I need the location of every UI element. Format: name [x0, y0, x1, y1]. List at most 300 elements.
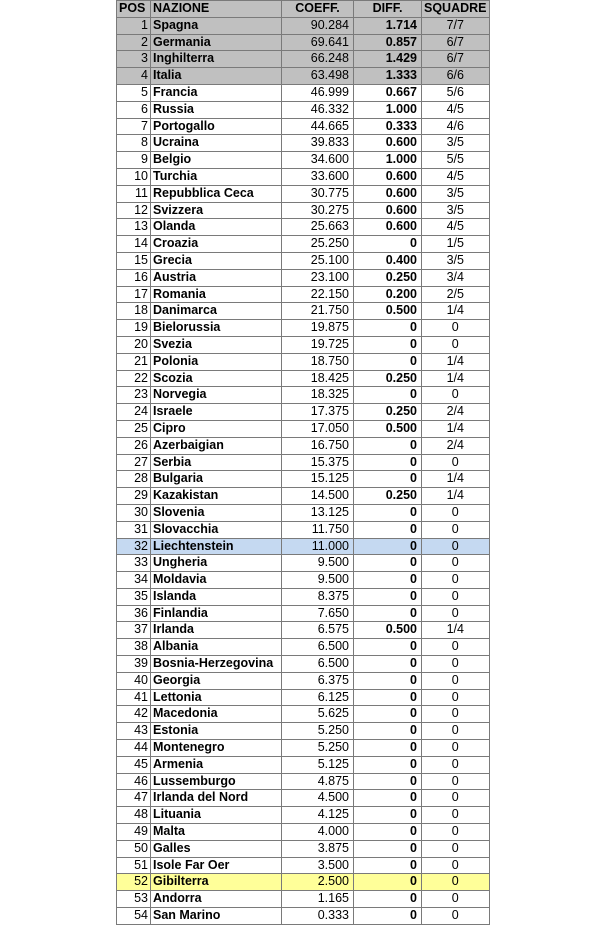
- cell-diff[interactable]: 0: [354, 471, 422, 488]
- cell-coeff[interactable]: 15.125: [282, 471, 354, 488]
- cell-diff[interactable]: 0: [354, 555, 422, 572]
- cell-diff[interactable]: 0.250: [354, 370, 422, 387]
- cell-nazione[interactable]: Albania: [151, 639, 282, 656]
- cell-diff[interactable]: 0.600: [354, 135, 422, 152]
- cell-pos[interactable]: 53: [117, 891, 151, 908]
- cell-nazione[interactable]: Islanda: [151, 588, 282, 605]
- cell-nazione[interactable]: Irlanda del Nord: [151, 790, 282, 807]
- table-row[interactable]: [117, 101, 490, 118]
- cell-nazione[interactable]: Danimarca: [151, 303, 282, 320]
- cell-pos[interactable]: 37: [117, 622, 151, 639]
- cell-squadre[interactable]: 3/5: [422, 202, 490, 219]
- cell-coeff[interactable]: 39.833: [282, 135, 354, 152]
- table-row[interactable]: [117, 152, 490, 169]
- cell-squadre[interactable]: 0: [422, 790, 490, 807]
- cell-diff[interactable]: 0: [354, 706, 422, 723]
- cell-coeff[interactable]: 5.125: [282, 756, 354, 773]
- cell-coeff[interactable]: 15.375: [282, 454, 354, 471]
- cell-pos[interactable]: 45: [117, 756, 151, 773]
- table-row[interactable]: [117, 202, 490, 219]
- cell-squadre[interactable]: 0: [422, 454, 490, 471]
- cell-coeff[interactable]: 9.500: [282, 572, 354, 589]
- table-row[interactable]: [117, 437, 490, 454]
- cell-coeff[interactable]: 17.375: [282, 404, 354, 421]
- cell-coeff[interactable]: 6.575: [282, 622, 354, 639]
- table-row[interactable]: [117, 471, 490, 488]
- cell-pos[interactable]: 12: [117, 202, 151, 219]
- cell-squadre[interactable]: 0: [422, 572, 490, 589]
- cell-diff[interactable]: 0: [354, 437, 422, 454]
- cell-nazione[interactable]: Belgio: [151, 152, 282, 169]
- cell-diff[interactable]: 0.250: [354, 269, 422, 286]
- cell-diff[interactable]: 0.500: [354, 420, 422, 437]
- cell-diff[interactable]: 0: [354, 320, 422, 337]
- cell-nazione[interactable]: Bulgaria: [151, 471, 282, 488]
- cell-coeff[interactable]: 63.498: [282, 68, 354, 85]
- table-row[interactable]: [117, 185, 490, 202]
- cell-pos[interactable]: 27: [117, 454, 151, 471]
- table-row[interactable]: [117, 353, 490, 370]
- table-row[interactable]: [117, 572, 490, 589]
- cell-pos[interactable]: 31: [117, 521, 151, 538]
- cell-coeff[interactable]: 66.248: [282, 51, 354, 68]
- cell-pos[interactable]: 51: [117, 857, 151, 874]
- table-row[interactable]: [117, 723, 490, 740]
- cell-coeff[interactable]: 6.375: [282, 672, 354, 689]
- cell-diff[interactable]: 0: [354, 521, 422, 538]
- cell-squadre[interactable]: 1/4: [422, 622, 490, 639]
- cell-diff[interactable]: 0.250: [354, 488, 422, 505]
- cell-coeff[interactable]: 18.325: [282, 387, 354, 404]
- cell-nazione[interactable]: Croazia: [151, 236, 282, 253]
- cell-pos[interactable]: 50: [117, 840, 151, 857]
- table-row[interactable]: [117, 219, 490, 236]
- cell-diff[interactable]: 1.000: [354, 101, 422, 118]
- table-row[interactable]: [117, 756, 490, 773]
- cell-diff[interactable]: 1.714: [354, 17, 422, 34]
- table-row[interactable]: [117, 588, 490, 605]
- table-row[interactable]: [117, 420, 490, 437]
- cell-coeff[interactable]: 25.250: [282, 236, 354, 253]
- table-row[interactable]: [117, 51, 490, 68]
- table-row[interactable]: [117, 605, 490, 622]
- cell-squadre[interactable]: 0: [422, 555, 490, 572]
- table-row[interactable]: [117, 118, 490, 135]
- cell-squadre[interactable]: 0: [422, 656, 490, 673]
- cell-nazione[interactable]: Olanda: [151, 219, 282, 236]
- cell-pos[interactable]: 34: [117, 572, 151, 589]
- cell-squadre[interactable]: 1/4: [422, 471, 490, 488]
- cell-pos[interactable]: 48: [117, 807, 151, 824]
- cell-squadre[interactable]: 0: [422, 605, 490, 622]
- cell-squadre[interactable]: 7/7: [422, 17, 490, 34]
- table-row[interactable]: [117, 168, 490, 185]
- cell-pos[interactable]: 8: [117, 135, 151, 152]
- cell-coeff[interactable]: 69.641: [282, 34, 354, 51]
- cell-squadre[interactable]: 0: [422, 756, 490, 773]
- table-row[interactable]: [117, 269, 490, 286]
- cell-squadre[interactable]: 0: [422, 521, 490, 538]
- cell-nazione[interactable]: Serbia: [151, 454, 282, 471]
- cell-squadre[interactable]: 1/4: [422, 353, 490, 370]
- cell-coeff[interactable]: 7.650: [282, 605, 354, 622]
- cell-nazione[interactable]: Germania: [151, 34, 282, 51]
- cell-coeff[interactable]: 4.875: [282, 773, 354, 790]
- cell-pos[interactable]: 40: [117, 672, 151, 689]
- cell-diff[interactable]: 0: [354, 891, 422, 908]
- cell-pos[interactable]: 7: [117, 118, 151, 135]
- cell-coeff[interactable]: 8.375: [282, 588, 354, 605]
- cell-diff[interactable]: 0: [354, 588, 422, 605]
- header-nazione[interactable]: NAZIONE: [151, 1, 282, 18]
- cell-diff[interactable]: 0: [354, 656, 422, 673]
- cell-coeff[interactable]: 3.500: [282, 857, 354, 874]
- cell-diff[interactable]: 0: [354, 857, 422, 874]
- cell-nazione[interactable]: Austria: [151, 269, 282, 286]
- header-coeff[interactable]: COEFF.: [282, 1, 354, 18]
- cell-diff[interactable]: 0: [354, 723, 422, 740]
- cell-pos[interactable]: 11: [117, 185, 151, 202]
- cell-diff[interactable]: 0: [354, 790, 422, 807]
- cell-coeff[interactable]: 13.125: [282, 504, 354, 521]
- header-squadre[interactable]: SQUADRE: [422, 1, 490, 18]
- cell-diff[interactable]: 0: [354, 689, 422, 706]
- cell-nazione[interactable]: Israele: [151, 404, 282, 421]
- cell-diff[interactable]: 0: [354, 353, 422, 370]
- cell-squadre[interactable]: 0: [422, 538, 490, 555]
- cell-pos[interactable]: 5: [117, 84, 151, 101]
- cell-squadre[interactable]: 1/5: [422, 236, 490, 253]
- cell-pos[interactable]: 22: [117, 370, 151, 387]
- cell-squadre[interactable]: 0: [422, 639, 490, 656]
- cell-nazione[interactable]: Georgia: [151, 672, 282, 689]
- cell-nazione[interactable]: Spagna: [151, 17, 282, 34]
- cell-diff[interactable]: 0: [354, 639, 422, 656]
- table-row[interactable]: [117, 286, 490, 303]
- cell-pos[interactable]: 3: [117, 51, 151, 68]
- table-row[interactable]: [117, 672, 490, 689]
- cell-diff[interactable]: 0: [354, 824, 422, 841]
- cell-diff[interactable]: 0.600: [354, 219, 422, 236]
- cell-diff[interactable]: 1.000: [354, 152, 422, 169]
- cell-nazione[interactable]: Inghilterra: [151, 51, 282, 68]
- cell-nazione[interactable]: Lituania: [151, 807, 282, 824]
- cell-diff[interactable]: 0.500: [354, 622, 422, 639]
- cell-pos[interactable]: 15: [117, 252, 151, 269]
- table-row[interactable]: [117, 387, 490, 404]
- cell-coeff[interactable]: 19.875: [282, 320, 354, 337]
- cell-pos[interactable]: 25: [117, 420, 151, 437]
- table-row[interactable]: [117, 336, 490, 353]
- cell-pos[interactable]: 41: [117, 689, 151, 706]
- cell-coeff[interactable]: 14.500: [282, 488, 354, 505]
- cell-pos[interactable]: 36: [117, 605, 151, 622]
- table-row[interactable]: [117, 84, 490, 101]
- cell-squadre[interactable]: 6/7: [422, 51, 490, 68]
- cell-pos[interactable]: 4: [117, 68, 151, 85]
- cell-nazione[interactable]: Malta: [151, 824, 282, 841]
- cell-nazione[interactable]: Turchia: [151, 168, 282, 185]
- cell-squadre[interactable]: 0: [422, 874, 490, 891]
- cell-diff[interactable]: 0: [354, 756, 422, 773]
- cell-pos[interactable]: 16: [117, 269, 151, 286]
- cell-squadre[interactable]: 4/6: [422, 118, 490, 135]
- cell-coeff[interactable]: 21.750: [282, 303, 354, 320]
- cell-diff[interactable]: 0: [354, 874, 422, 891]
- cell-squadre[interactable]: 0: [422, 723, 490, 740]
- cell-squadre[interactable]: 0: [422, 740, 490, 757]
- cell-nazione[interactable]: Ungheria: [151, 555, 282, 572]
- cell-pos[interactable]: 47: [117, 790, 151, 807]
- cell-nazione[interactable]: Italia: [151, 68, 282, 85]
- cell-squadre[interactable]: 0: [422, 706, 490, 723]
- cell-nazione[interactable]: Bielorussia: [151, 320, 282, 337]
- cell-coeff[interactable]: 0.333: [282, 908, 354, 925]
- cell-coeff[interactable]: 5.625: [282, 706, 354, 723]
- cell-diff[interactable]: 0.857: [354, 34, 422, 51]
- cell-squadre[interactable]: 2/4: [422, 437, 490, 454]
- cell-coeff[interactable]: 6.500: [282, 639, 354, 656]
- cell-coeff[interactable]: 3.875: [282, 840, 354, 857]
- cell-diff[interactable]: 0.200: [354, 286, 422, 303]
- cell-squadre[interactable]: 3/4: [422, 269, 490, 286]
- cell-diff[interactable]: 0: [354, 840, 422, 857]
- cell-coeff[interactable]: 46.999: [282, 84, 354, 101]
- cell-squadre[interactable]: 0: [422, 588, 490, 605]
- cell-diff[interactable]: 0: [354, 236, 422, 253]
- cell-squadre[interactable]: 3/5: [422, 135, 490, 152]
- cell-squadre[interactable]: 5/6: [422, 84, 490, 101]
- cell-squadre[interactable]: 4/5: [422, 168, 490, 185]
- cell-coeff[interactable]: 18.425: [282, 370, 354, 387]
- cell-squadre[interactable]: 4/5: [422, 101, 490, 118]
- table-row[interactable]: [117, 504, 490, 521]
- cell-pos[interactable]: 2: [117, 34, 151, 51]
- cell-diff[interactable]: 1.429: [354, 51, 422, 68]
- cell-nazione[interactable]: Macedonia: [151, 706, 282, 723]
- cell-squadre[interactable]: 2/4: [422, 404, 490, 421]
- cell-coeff[interactable]: 90.284: [282, 17, 354, 34]
- table-row[interactable]: [117, 639, 490, 656]
- header-pos[interactable]: POS: [117, 1, 151, 18]
- table-row[interactable]: [117, 303, 490, 320]
- table-row[interactable]: [117, 252, 490, 269]
- cell-nazione[interactable]: Isole Far Oer: [151, 857, 282, 874]
- cell-diff[interactable]: 0: [354, 807, 422, 824]
- cell-coeff[interactable]: 25.100: [282, 252, 354, 269]
- cell-squadre[interactable]: 0: [422, 672, 490, 689]
- cell-pos[interactable]: 24: [117, 404, 151, 421]
- cell-pos[interactable]: 17: [117, 286, 151, 303]
- table-row[interactable]: [117, 370, 490, 387]
- cell-nazione[interactable]: San Marino: [151, 908, 282, 925]
- cell-nazione[interactable]: Finlandia: [151, 605, 282, 622]
- cell-diff[interactable]: 0.667: [354, 84, 422, 101]
- cell-squadre[interactable]: 3/5: [422, 185, 490, 202]
- cell-pos[interactable]: 46: [117, 773, 151, 790]
- cell-pos[interactable]: 14: [117, 236, 151, 253]
- cell-coeff[interactable]: 34.600: [282, 152, 354, 169]
- cell-pos[interactable]: 13: [117, 219, 151, 236]
- cell-nazione[interactable]: Galles: [151, 840, 282, 857]
- cell-pos[interactable]: 49: [117, 824, 151, 841]
- cell-coeff[interactable]: 33.600: [282, 168, 354, 185]
- table-row[interactable]: [117, 874, 490, 891]
- cell-nazione[interactable]: Repubblica Ceca: [151, 185, 282, 202]
- cell-nazione[interactable]: Azerbaigian: [151, 437, 282, 454]
- cell-pos[interactable]: 10: [117, 168, 151, 185]
- cell-diff[interactable]: 0: [354, 387, 422, 404]
- cell-pos[interactable]: 28: [117, 471, 151, 488]
- cell-nazione[interactable]: Montenegro: [151, 740, 282, 757]
- table-row[interactable]: [117, 236, 490, 253]
- cell-coeff[interactable]: 30.275: [282, 202, 354, 219]
- cell-coeff[interactable]: 4.125: [282, 807, 354, 824]
- cell-pos[interactable]: 52: [117, 874, 151, 891]
- cell-squadre[interactable]: 2/5: [422, 286, 490, 303]
- cell-diff[interactable]: 0: [354, 572, 422, 589]
- cell-diff[interactable]: 0: [354, 336, 422, 353]
- cell-nazione[interactable]: Estonia: [151, 723, 282, 740]
- cell-nazione[interactable]: Polonia: [151, 353, 282, 370]
- cell-coeff[interactable]: 30.775: [282, 185, 354, 202]
- cell-coeff[interactable]: 4.000: [282, 824, 354, 841]
- cell-coeff[interactable]: 6.125: [282, 689, 354, 706]
- table-row[interactable]: [117, 68, 490, 85]
- cell-diff[interactable]: 0: [354, 605, 422, 622]
- cell-nazione[interactable]: Bosnia-Herzegovina: [151, 656, 282, 673]
- cell-pos[interactable]: 30: [117, 504, 151, 521]
- cell-diff[interactable]: 0.250: [354, 404, 422, 421]
- cell-coeff[interactable]: 4.500: [282, 790, 354, 807]
- cell-pos[interactable]: 26: [117, 437, 151, 454]
- cell-nazione[interactable]: Cipro: [151, 420, 282, 437]
- cell-squadre[interactable]: 1/4: [422, 370, 490, 387]
- cell-diff[interactable]: 0.500: [354, 303, 422, 320]
- cell-pos[interactable]: 32: [117, 538, 151, 555]
- cell-coeff[interactable]: 5.250: [282, 740, 354, 757]
- table-row[interactable]: [117, 17, 490, 34]
- cell-nazione[interactable]: Svizzera: [151, 202, 282, 219]
- cell-squadre[interactable]: 0: [422, 320, 490, 337]
- table-row[interactable]: [117, 320, 490, 337]
- cell-squadre[interactable]: 3/5: [422, 252, 490, 269]
- cell-pos[interactable]: 44: [117, 740, 151, 757]
- table-row[interactable]: [117, 790, 490, 807]
- cell-squadre[interactable]: 0: [422, 840, 490, 857]
- cell-pos[interactable]: 1: [117, 17, 151, 34]
- cell-coeff[interactable]: 11.750: [282, 521, 354, 538]
- table-row[interactable]: [117, 34, 490, 51]
- cell-coeff[interactable]: 46.332: [282, 101, 354, 118]
- header-diff[interactable]: DIFF.: [354, 1, 422, 18]
- cell-pos[interactable]: 9: [117, 152, 151, 169]
- table-row[interactable]: [117, 555, 490, 572]
- cell-nazione[interactable]: Irlanda: [151, 622, 282, 639]
- table-row[interactable]: [117, 521, 490, 538]
- table-row[interactable]: [117, 454, 490, 471]
- cell-diff[interactable]: 0: [354, 538, 422, 555]
- cell-squadre[interactable]: 0: [422, 504, 490, 521]
- cell-coeff[interactable]: 1.165: [282, 891, 354, 908]
- cell-squadre[interactable]: 0: [422, 689, 490, 706]
- cell-pos[interactable]: 42: [117, 706, 151, 723]
- cell-diff[interactable]: 0: [354, 773, 422, 790]
- cell-pos[interactable]: 54: [117, 908, 151, 925]
- table-row[interactable]: [117, 857, 490, 874]
- cell-diff[interactable]: 0: [354, 908, 422, 925]
- cell-coeff[interactable]: 9.500: [282, 555, 354, 572]
- cell-squadre[interactable]: 4/5: [422, 219, 490, 236]
- cell-squadre[interactable]: 0: [422, 908, 490, 925]
- cell-pos[interactable]: 23: [117, 387, 151, 404]
- cell-nazione[interactable]: Armenia: [151, 756, 282, 773]
- cell-squadre[interactable]: 6/6: [422, 68, 490, 85]
- table-row[interactable]: [117, 622, 490, 639]
- cell-squadre[interactable]: 0: [422, 336, 490, 353]
- cell-nazione[interactable]: Kazakistan: [151, 488, 282, 505]
- table-row[interactable]: [117, 656, 490, 673]
- cell-diff[interactable]: 0: [354, 454, 422, 471]
- cell-nazione[interactable]: Romania: [151, 286, 282, 303]
- cell-coeff[interactable]: 22.150: [282, 286, 354, 303]
- cell-coeff[interactable]: 44.665: [282, 118, 354, 135]
- cell-nazione[interactable]: Gibilterra: [151, 874, 282, 891]
- table-row[interactable]: [117, 740, 490, 757]
- cell-diff[interactable]: 0.400: [354, 252, 422, 269]
- cell-nazione[interactable]: Francia: [151, 84, 282, 101]
- cell-nazione[interactable]: Moldavia: [151, 572, 282, 589]
- cell-nazione[interactable]: Andorra: [151, 891, 282, 908]
- cell-nazione[interactable]: Lussemburgo: [151, 773, 282, 790]
- cell-pos[interactable]: 33: [117, 555, 151, 572]
- cell-pos[interactable]: 6: [117, 101, 151, 118]
- cell-diff[interactable]: 1.333: [354, 68, 422, 85]
- cell-coeff[interactable]: 5.250: [282, 723, 354, 740]
- cell-nazione[interactable]: Norvegia: [151, 387, 282, 404]
- cell-squadre[interactable]: 0: [422, 807, 490, 824]
- cell-squadre[interactable]: 0: [422, 387, 490, 404]
- cell-nazione[interactable]: Liechtenstein: [151, 538, 282, 555]
- cell-coeff[interactable]: 18.750: [282, 353, 354, 370]
- cell-diff[interactable]: 0: [354, 504, 422, 521]
- cell-pos[interactable]: 29: [117, 488, 151, 505]
- table-row[interactable]: [117, 538, 490, 555]
- cell-nazione[interactable]: Portogallo: [151, 118, 282, 135]
- cell-pos[interactable]: 43: [117, 723, 151, 740]
- cell-pos[interactable]: 19: [117, 320, 151, 337]
- cell-diff[interactable]: 0: [354, 672, 422, 689]
- cell-squadre[interactable]: 0: [422, 891, 490, 908]
- cell-coeff[interactable]: 16.750: [282, 437, 354, 454]
- cell-nazione[interactable]: Ucraina: [151, 135, 282, 152]
- table-row[interactable]: [117, 404, 490, 421]
- cell-coeff[interactable]: 23.100: [282, 269, 354, 286]
- cell-squadre[interactable]: 6/7: [422, 34, 490, 51]
- cell-diff[interactable]: 0.600: [354, 168, 422, 185]
- cell-coeff[interactable]: 19.725: [282, 336, 354, 353]
- cell-pos[interactable]: 35: [117, 588, 151, 605]
- table-row[interactable]: [117, 773, 490, 790]
- table-row[interactable]: [117, 689, 490, 706]
- cell-squadre[interactable]: 5/5: [422, 152, 490, 169]
- table-row[interactable]: [117, 807, 490, 824]
- table-row[interactable]: [117, 706, 490, 723]
- cell-squadre[interactable]: 0: [422, 824, 490, 841]
- cell-diff[interactable]: 0.600: [354, 185, 422, 202]
- cell-squadre[interactable]: 0: [422, 773, 490, 790]
- table-row[interactable]: [117, 135, 490, 152]
